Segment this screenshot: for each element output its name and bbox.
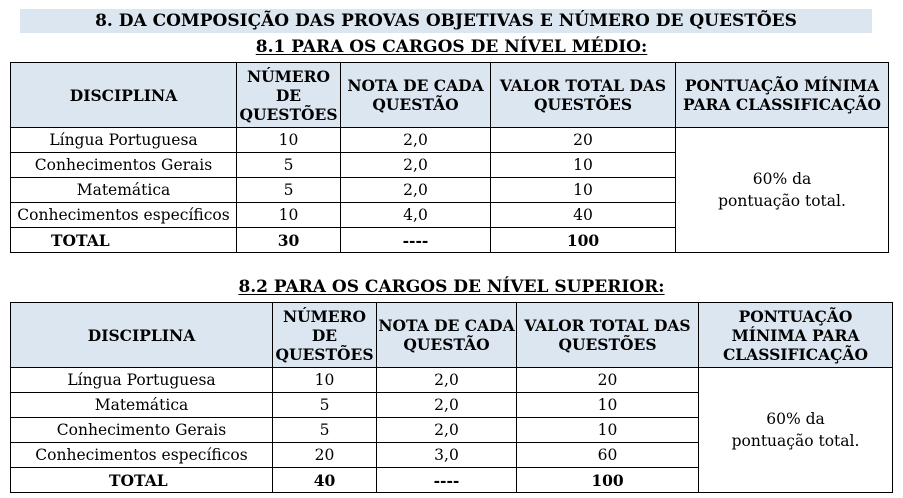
table-header-row — [11, 63, 889, 128]
header-nota-questao: NOTA DE CADA QUESTÃO — [341, 63, 491, 128]
cell-numero: 5 — [237, 178, 341, 203]
cell-nota: 2,0 — [341, 153, 491, 178]
cell-valor: 20 — [491, 128, 676, 153]
min-score-text: 60% da pontuação total. — [731, 410, 860, 450]
header-numero-questoes: NÚMERO DE QUESTÕES — [237, 63, 341, 128]
cell-valor: 10 — [491, 178, 676, 203]
section1-heading — [0, 37, 903, 57]
cell-numero: 5 — [237, 153, 341, 178]
header-valor-total: VALOR TOTAL DAS QUESTÕES — [491, 63, 676, 128]
header-disciplina: DISCIPLINA — [11, 303, 273, 368]
cell-pontuacao-minima — [699, 368, 893, 493]
header-valor-total: VALOR TOTAL DAS QUESTÕES — [517, 303, 699, 368]
table-nivel-medio — [10, 62, 889, 253]
cell-nota: 4,0 — [341, 203, 491, 228]
cell-disciplina: Matemática — [11, 393, 273, 418]
main-title: 8. DA COMPOSIÇÃO DAS PROVAS OBJETIVAS E NÚMERO DE QUESTÕES — [20, 9, 872, 33]
cell-disciplina: Conhecimento Gerais — [11, 418, 273, 443]
cell-disciplina: Conhecimentos específicos — [11, 443, 273, 468]
cell-total-numero: 40 — [273, 468, 377, 493]
cell-nota: 2,0 — [341, 128, 491, 153]
cell-pontuacao-minima — [676, 128, 889, 253]
table-row — [11, 368, 893, 393]
cell-numero: 20 — [273, 443, 377, 468]
cell-valor: 10 — [517, 418, 699, 443]
cell-total-numero: 30 — [237, 228, 341, 253]
table-nivel-superior — [10, 302, 893, 493]
cell-nota: 2,0 — [377, 418, 517, 443]
cell-total-label: TOTAL — [11, 468, 273, 493]
cell-total-nota: ---- — [377, 468, 517, 493]
cell-nota: 2,0 — [341, 178, 491, 203]
cell-nota: 2,0 — [377, 393, 517, 418]
cell-valor: 40 — [491, 203, 676, 228]
table-header-row — [11, 303, 893, 368]
cell-disciplina: Língua Portuguesa — [11, 128, 237, 153]
min-score-text: 60% da pontuação total. — [718, 170, 846, 210]
section1-heading-text: 8.1 PARA OS CARGOS DE NÍVEL MÉDIO: — [255, 37, 648, 57]
cell-total-nota: ---- — [341, 228, 491, 253]
cell-disciplina: Conhecimentos específicos — [11, 203, 237, 228]
cell-valor: 20 — [517, 368, 699, 393]
section2-heading — [0, 277, 903, 297]
cell-nota: 2,0 — [377, 368, 517, 393]
cell-numero: 10 — [237, 128, 341, 153]
table-row — [11, 128, 889, 153]
header-disciplina: DISCIPLINA — [11, 63, 237, 128]
header-pontuacao-minima: PONTUAÇÃO MÍNIMA PARA CLASSIFICAÇÃO — [676, 63, 889, 128]
cell-total-label: TOTAL — [11, 228, 237, 253]
cell-disciplina: Conhecimentos Gerais — [11, 153, 237, 178]
cell-valor: 10 — [517, 393, 699, 418]
cell-numero: 5 — [273, 418, 377, 443]
header-nota-questao: NOTA DE CADA QUESTÃO — [377, 303, 517, 368]
cell-total-valor: 100 — [517, 468, 699, 493]
header-pontuacao-minima: PONTUAÇÃO MÍNIMA PARA CLASSIFICAÇÃO — [699, 303, 893, 368]
header-numero-questoes: NÚMERO DE QUESTÕES — [273, 303, 377, 368]
cell-numero: 10 — [237, 203, 341, 228]
section2-heading-text: 8.2 PARA OS CARGOS DE NÍVEL SUPERIOR: — [238, 277, 665, 297]
cell-disciplina: Língua Portuguesa — [11, 368, 273, 393]
cell-total-valor: 100 — [491, 228, 676, 253]
cell-numero: 10 — [273, 368, 377, 393]
cell-valor: 60 — [517, 443, 699, 468]
cell-nota: 3,0 — [377, 443, 517, 468]
cell-valor: 10 — [491, 153, 676, 178]
cell-disciplina: Matemática — [11, 178, 237, 203]
cell-numero: 5 — [273, 393, 377, 418]
